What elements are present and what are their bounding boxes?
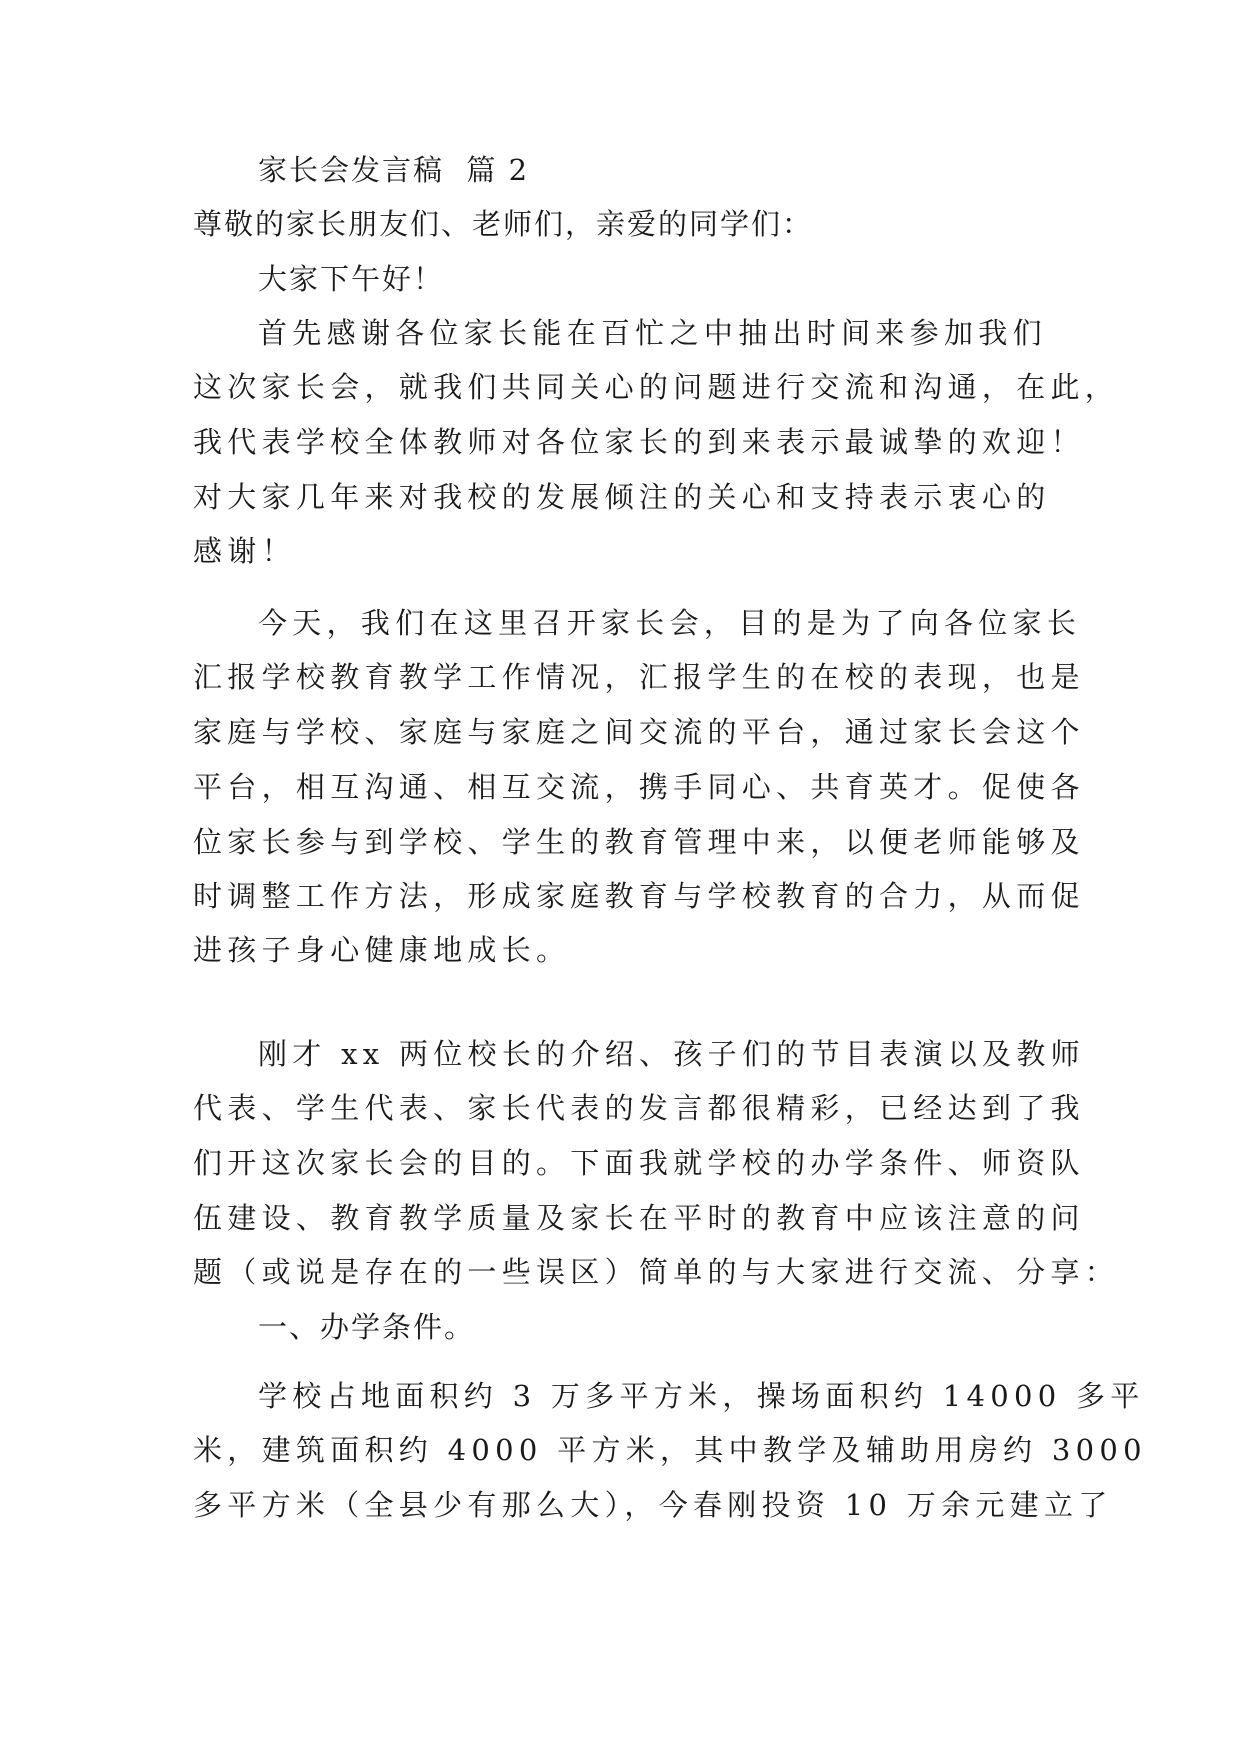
paragraph-2-line-6: 时调整工作方法，形成家庭教育与学校教育的合力，从而促 — [193, 879, 1085, 913]
paragraph-2-line-2: 汇报学校教育教学工作情况，汇报学生的在校的表现，也是 — [193, 660, 1085, 694]
paragraph-4-line-1: 学校占地面积约 3 万多平方米，操场面积约 14000 多平 — [258, 1379, 1145, 1413]
paragraph-2-line-7: 进孩子身心健康地成长。 — [193, 933, 571, 967]
paragraph-1-line-5: 感谢！ — [193, 534, 296, 568]
paragraph-3-line-2: 代表、学生代表、家长代表的发言都很精彩，已经达到了我 — [193, 1091, 1085, 1125]
paragraph-1-line-3: 我代表学校全体教师对各位家长的到来表示最诚挚的欢迎！ — [193, 425, 1085, 459]
greeting: 大家下午好！ — [258, 262, 445, 296]
section-1-title: 一、办学条件。 — [258, 1310, 476, 1344]
document-heading: 家长会发言稿 篇 2 — [258, 153, 530, 187]
paragraph-2-line-3: 家庭与学校、家庭与家庭之间交流的平台，通过家长会这个 — [193, 715, 1085, 749]
paragraph-2-line-1: 今天，我们在这里召开家长会，目的是为了向各位家长 — [258, 606, 1082, 640]
paragraph-2-line-4: 平台，相互沟通、相互交流，携手同心、共育英才。促使各 — [193, 770, 1085, 804]
paragraph-2-line-5: 位家长参与到学校、学生的教育管理中来，以便老师能够及 — [193, 825, 1085, 859]
paragraph-1-line-4: 对大家几年来对我校的发展倾注的关心和支持表示衷心的 — [193, 480, 1051, 514]
paragraph-3-line-5: 题（或说是存在的一些误区）简单的与大家进行交流、分享： — [193, 1255, 1120, 1289]
salutation: 尊敬的家长朋友们、老师们，亲爱的同学们： — [193, 207, 814, 241]
paragraph-4-line-2: 米，建筑面积约 4000 平方米，其中教学及辅助用房约 3000 — [193, 1433, 1147, 1467]
paragraph-3-line-3: 们开这次家长会的目的。下面我就学校的办学条件、师资队 — [193, 1146, 1085, 1180]
paragraph-1-line-1: 首先感谢各位家长能在百忙之中抽出时间来参加我们 — [258, 316, 1047, 350]
paragraph-3-line-1: 刚才 xx 两位校长的介绍、孩子们的节目表演以及教师 — [258, 1037, 1085, 1071]
paragraph-4-line-3: 多平方米（全县少有那么大），今春刚投资 10 万余元建立了 — [193, 1488, 1113, 1522]
paragraph-3-line-4: 伍建设、教育教学质量及家长在平时的教育中应该注意的问 — [193, 1201, 1085, 1235]
paragraph-1-line-2: 这次家长会，就我们共同关心的问题进行交流和沟通，在此， — [193, 370, 1120, 404]
